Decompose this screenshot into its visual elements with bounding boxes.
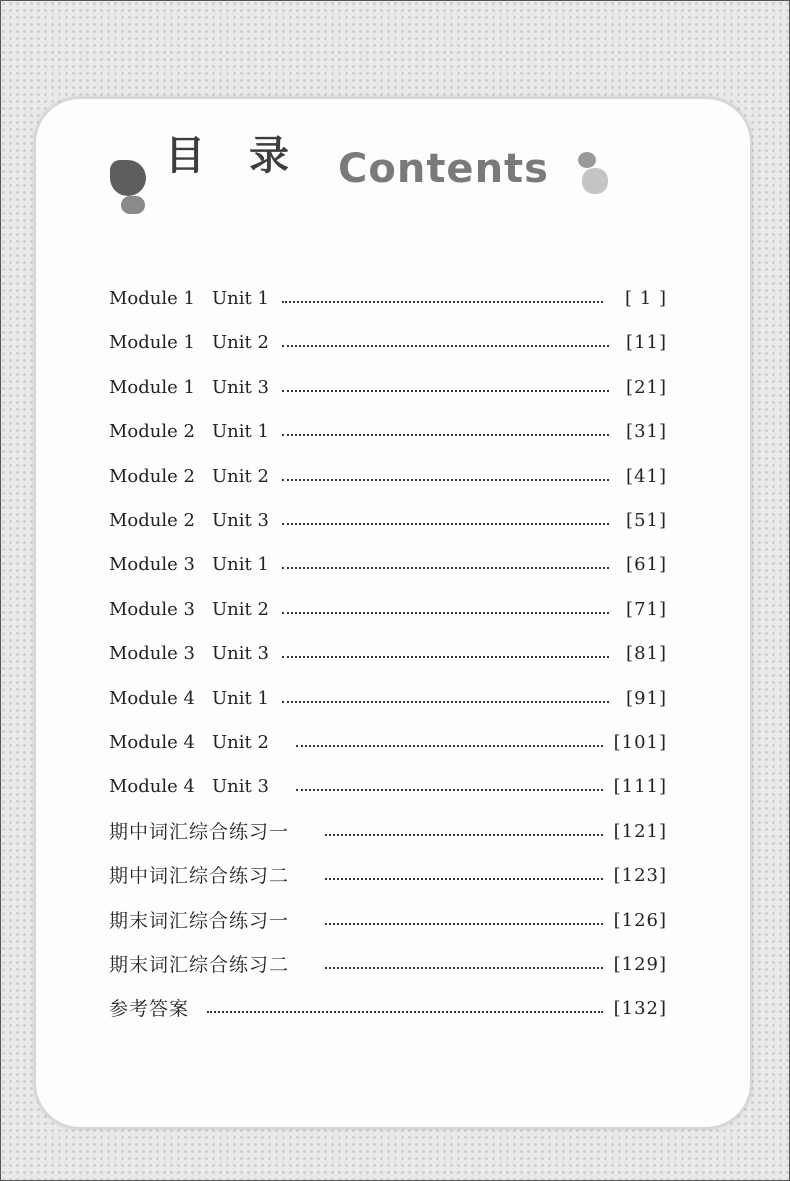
- toc-entry-page-number: [129]: [613, 954, 667, 975]
- toc-entry-module: Module 3: [109, 643, 195, 664]
- toc-entry[interactable]: [109, 286, 667, 312]
- contents-title-chinese: 目录: [165, 133, 333, 179]
- toc-entry[interactable]: [109, 641, 667, 667]
- dot-leader: [325, 967, 603, 969]
- toc-entry-page-number: [11]: [626, 332, 667, 353]
- toc-entry-page-number: [21]: [626, 377, 667, 398]
- dot-leader: [282, 479, 609, 481]
- toc-entry-title: 期末词汇综合练习一: [109, 910, 290, 932]
- toc-entry-module: Module 4: [109, 776, 195, 797]
- dot-leader: [207, 1011, 603, 1013]
- dot-leader: [282, 301, 603, 303]
- contents-title-english: Contents: [338, 146, 549, 192]
- dot-leader: [282, 612, 609, 614]
- dot-leader: [296, 789, 603, 791]
- toc-entry[interactable]: [109, 686, 667, 712]
- toc-entry-page-number: [41]: [626, 466, 667, 487]
- toc-entry-module: Module 4: [109, 732, 195, 753]
- toc-entry-unit: Unit 2: [212, 466, 269, 487]
- toc-entry-page-number: [31]: [626, 421, 667, 442]
- dot-leader: [325, 923, 603, 925]
- toc-entry-title: 期中词汇综合练习二: [109, 865, 290, 887]
- toc-entry-module: Module 1: [109, 332, 195, 353]
- toc-entry[interactable]: [109, 996, 667, 1022]
- toc-entry-module: Module 2: [109, 421, 195, 442]
- toc-entry-module: Module 2: [109, 510, 195, 531]
- toc-entry-title: 期末词汇综合练习二: [109, 954, 290, 976]
- toc-entry[interactable]: [109, 464, 667, 490]
- toc-entry[interactable]: [109, 952, 667, 978]
- toc-entry-page-number: [ 1 ]: [625, 288, 667, 309]
- toc-entry-unit: Unit 3: [212, 377, 269, 398]
- toc-entry-page-number: [126]: [613, 910, 667, 931]
- toc-entry-unit: Unit 3: [212, 776, 269, 797]
- dot-leader: [282, 434, 609, 436]
- toc-entry-module: Module 1: [109, 377, 195, 398]
- toc-entry-module: Module 4: [109, 688, 195, 709]
- dot-leader: [282, 345, 609, 347]
- toc-entry-page-number: [91]: [626, 688, 667, 709]
- toc-entry-page-number: [51]: [626, 510, 667, 531]
- toc-entry-unit: Unit 2: [212, 599, 269, 620]
- dot-leader: [325, 878, 603, 880]
- toc-entry-unit: Unit 1: [212, 688, 269, 709]
- toc-entry[interactable]: [109, 908, 667, 934]
- toc-entry-page-number: [132]: [613, 998, 667, 1019]
- toc-entry-module: Module 3: [109, 554, 195, 575]
- toc-entry[interactable]: [109, 774, 667, 800]
- dot-leader: [282, 701, 609, 703]
- toc-entry[interactable]: [109, 508, 667, 534]
- toc-entry[interactable]: [109, 419, 667, 445]
- toc-entry[interactable]: [109, 330, 667, 356]
- toc-entry-module: Module 2: [109, 466, 195, 487]
- dot-leader: [282, 567, 609, 569]
- toc-entry-module: Module 3: [109, 599, 195, 620]
- toc-entry[interactable]: [109, 819, 667, 845]
- toc-entry[interactable]: [109, 730, 667, 756]
- toc-entry-unit: Unit 2: [212, 332, 269, 353]
- dot-leader: [282, 656, 609, 658]
- toc-entry[interactable]: [109, 552, 667, 578]
- toc-entry[interactable]: [109, 863, 667, 889]
- toc-entry-title: 期中词汇综合练习一: [109, 821, 290, 843]
- toc-entry-unit: Unit 1: [212, 554, 269, 575]
- toc-entry-title: 参考答案: [109, 998, 190, 1020]
- toc-entry-page-number: [61]: [626, 554, 667, 575]
- toc-entry-page-number: [121]: [613, 821, 667, 842]
- toc-entry[interactable]: [109, 597, 667, 623]
- toc-entry-unit: Unit 3: [212, 643, 269, 664]
- toc-entry-unit: Unit 2: [212, 732, 269, 753]
- toc-entry-unit: Unit 1: [212, 288, 269, 309]
- toc-entry-unit: Unit 3: [212, 510, 269, 531]
- toc-entry-page-number: [81]: [626, 643, 667, 664]
- toc-entry-page-number: [71]: [626, 599, 667, 620]
- toc-entry-page-number: [111]: [613, 776, 667, 797]
- toc-entry-page-number: [123]: [613, 865, 667, 886]
- dot-leader: [296, 745, 603, 747]
- dot-leader: [325, 834, 603, 836]
- dot-leader: [282, 523, 609, 525]
- toc-entry[interactable]: [109, 375, 667, 401]
- toc-entry-unit: Unit 1: [212, 421, 269, 442]
- dot-leader: [282, 390, 609, 392]
- toc-entry-module: Module 1: [109, 288, 195, 309]
- toc-entry-page-number: [101]: [613, 732, 667, 753]
